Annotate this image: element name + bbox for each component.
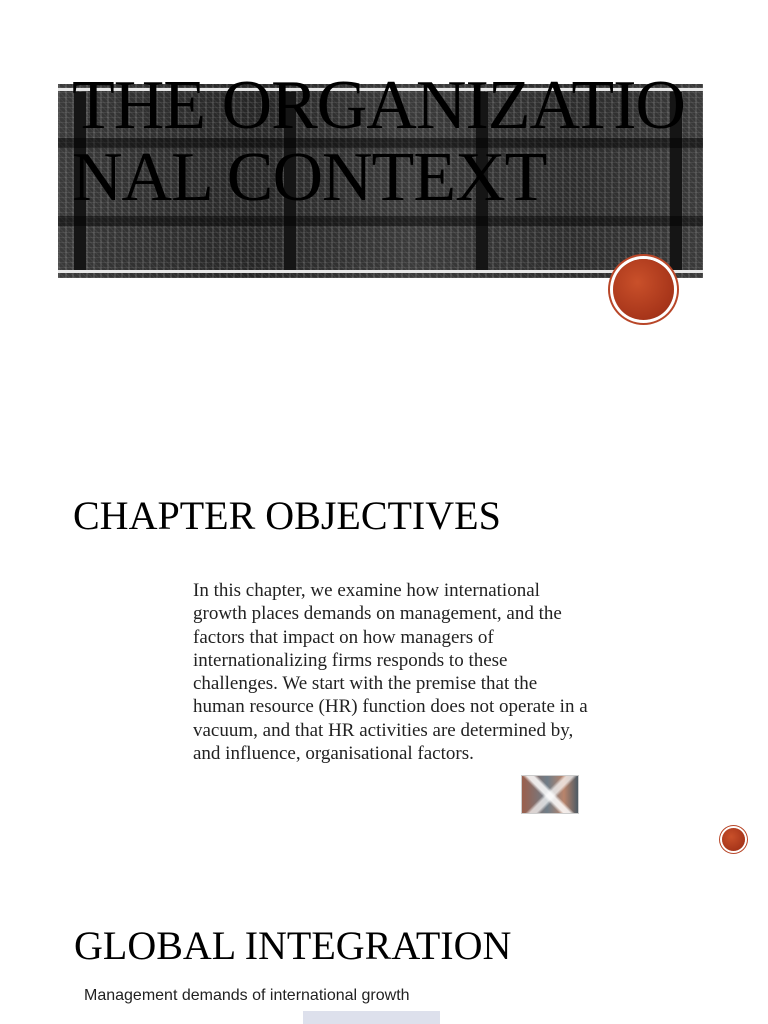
- slide-title: THE ORGANIZATIONAL CONTEXT: [72, 67, 685, 216]
- diagram-subtitle: Management demands of international growth: [84, 987, 410, 1004]
- banner-edge-bottom: [58, 270, 703, 273]
- banner-texture-band: [58, 216, 703, 226]
- accent-circle-icon: [613, 259, 674, 320]
- chapter-objectives-heading: CHAPTER OBJECTIVES: [73, 493, 501, 538]
- objectives-thumbnail-image: [521, 775, 579, 814]
- diagram-box: [303, 1011, 440, 1024]
- objectives-body-text: In this chapter, we examine how international growth places demands on management, and the factors that impact on how managers of internationalizing firms responds to these challenges. We start with the premise that the human resource (HR) function does not operate in a vacuum, and that HR activities are determined by, and influence, organisational factors.: [193, 580, 588, 765]
- global-integration-heading: GLOBAL INTEGRATION: [74, 923, 512, 968]
- accent-circle-icon: [722, 828, 745, 851]
